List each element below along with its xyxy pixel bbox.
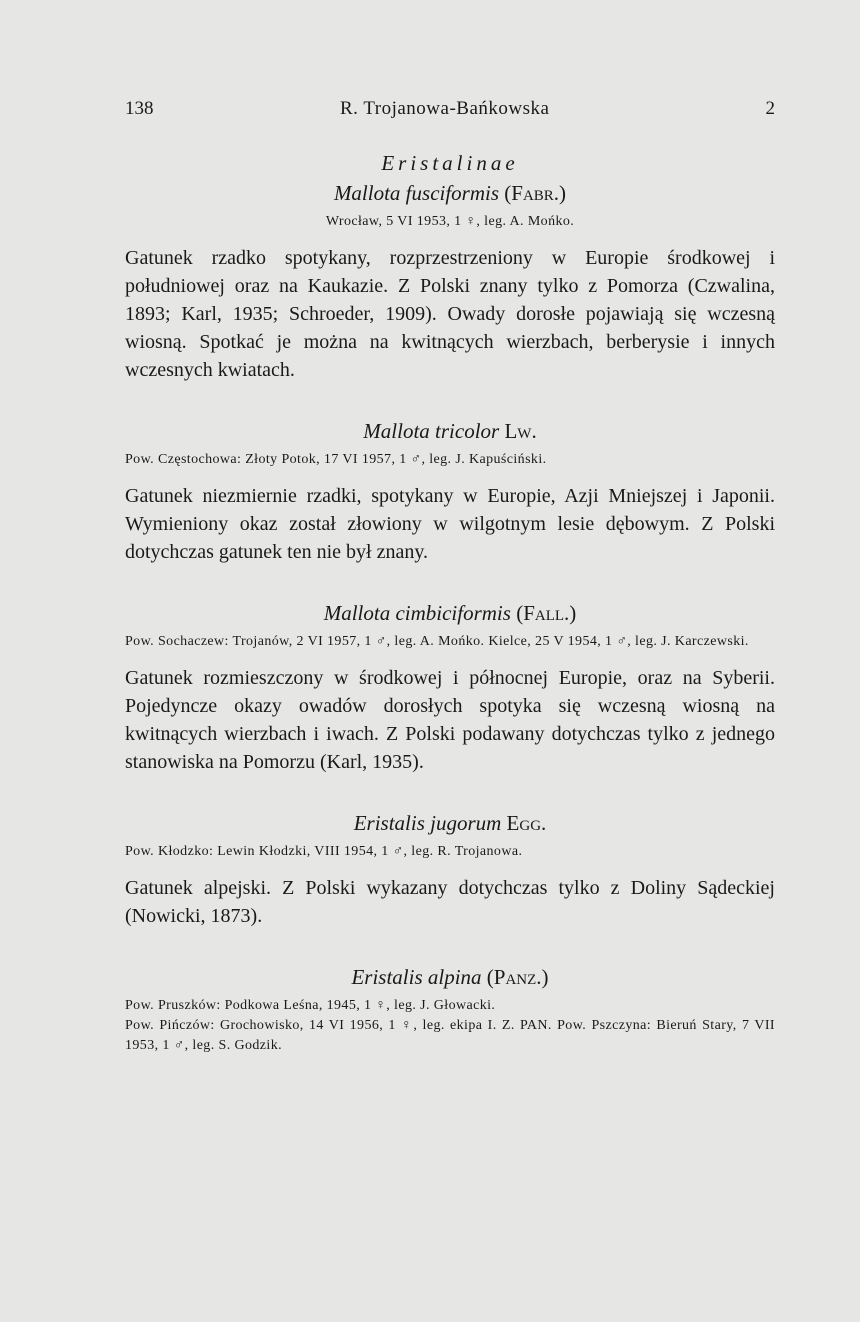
- species-heading: [125, 964, 775, 990]
- species-description: Gatunek niezmiernie rzadki, spotykany w Europie, Azji Mniejszej i Japonii. Wymieniony okaz został złowiony w wilgotnym lesie dębowym. Z Polski dotychczas gatunek ten nie był znany.: [125, 485, 775, 563]
- specimen-record: Wrocław, 5 VI 1953, 1 ♀, leg. A. Mońko.: [325, 214, 575, 229]
- species-description: Gatunek rzadko spotykany, rozprzestrzeniony w Europie środkowej i południowej oraz na Kaukazie. Z Polski znany tylko z Pomorza (Czwalina, 1893; Karl, 1935; Schroeder, 1909). Owady dorosłe pojawiają się wczesną wiosną. Spotkać je można na kwitnących wierzbach, berberysie i innych wczesnych kwiatach.: [125, 247, 775, 381]
- species-author: (Fall.): [516, 601, 577, 625]
- specimen-record: Pow. Pińczów: Grochowisko, 14 VI 1956, 1 ♀, leg. ekipa I. Z. PAN. Pow. Pszczyna: Bieruń Stary, 7 VII 1953, 1 ♂, leg. S. Godzik.: [125, 1018, 775, 1053]
- page-number: 138: [125, 98, 154, 119]
- species-author: Egg.: [506, 811, 547, 835]
- specimen-record: Pow. Kłodzko: Lewin Kłodzki, VIII 1954, 1 ♂, leg. R. Trojanowa.: [125, 844, 523, 859]
- species-heading: [125, 180, 775, 206]
- species-heading: [125, 600, 775, 626]
- species-name: Mallota fusciformis: [333, 181, 500, 205]
- species-name: Mallota cimbiciformis: [323, 601, 511, 625]
- species-heading: [125, 418, 775, 444]
- page-header: [125, 98, 775, 128]
- header-right-number: 2: [765, 98, 775, 119]
- species-author: Lw.: [504, 419, 537, 443]
- specimen-record: Pow. Częstochowa: Złoty Potok, 17 VI 1957, 1 ♂, leg. J. Kapuściński.: [125, 452, 547, 467]
- species-name: Eristalis alpina: [351, 965, 482, 989]
- species-author: (Fabr.): [504, 181, 567, 205]
- running-head: R. Trojanowa-Bańkowska: [340, 98, 550, 119]
- species-description: Gatunek rozmieszczony w środkowej i północnej Europie, oraz na Syberii. Pojedyncze okazy owadów dorosłych spotyka się wczesną wiosną na kwitnących wierzbach i iwach. Z Polski podawany dotychczas tylko z jednego stanowiska na Pomorzu (Karl, 1935).: [125, 667, 775, 773]
- species-heading: [125, 810, 775, 836]
- specimen-record: Pow. Pruszków: Podkowa Leśna, 1945, 1 ♀, leg. J. Głowacki.: [125, 998, 496, 1013]
- article-body: [125, 150, 775, 1056]
- species-description: Gatunek alpejski. Z Polski wykazany dotychczas tylko z Doliny Sądeckiej (Nowicki, 1873).: [125, 877, 775, 927]
- species-name: Mallota tricolor: [363, 419, 500, 443]
- species-name: Eristalis jugorum: [353, 811, 502, 835]
- specimen-record: Pow. Sochaczew: Trojanów, 2 VI 1957, 1 ♂, leg. A. Mońko. Kielce, 25 V 1954, 1 ♂, leg. J. Karczewski.: [125, 634, 749, 649]
- subfamily-heading: Eristalinae: [381, 151, 519, 175]
- species-author: (Panz.): [486, 965, 549, 989]
